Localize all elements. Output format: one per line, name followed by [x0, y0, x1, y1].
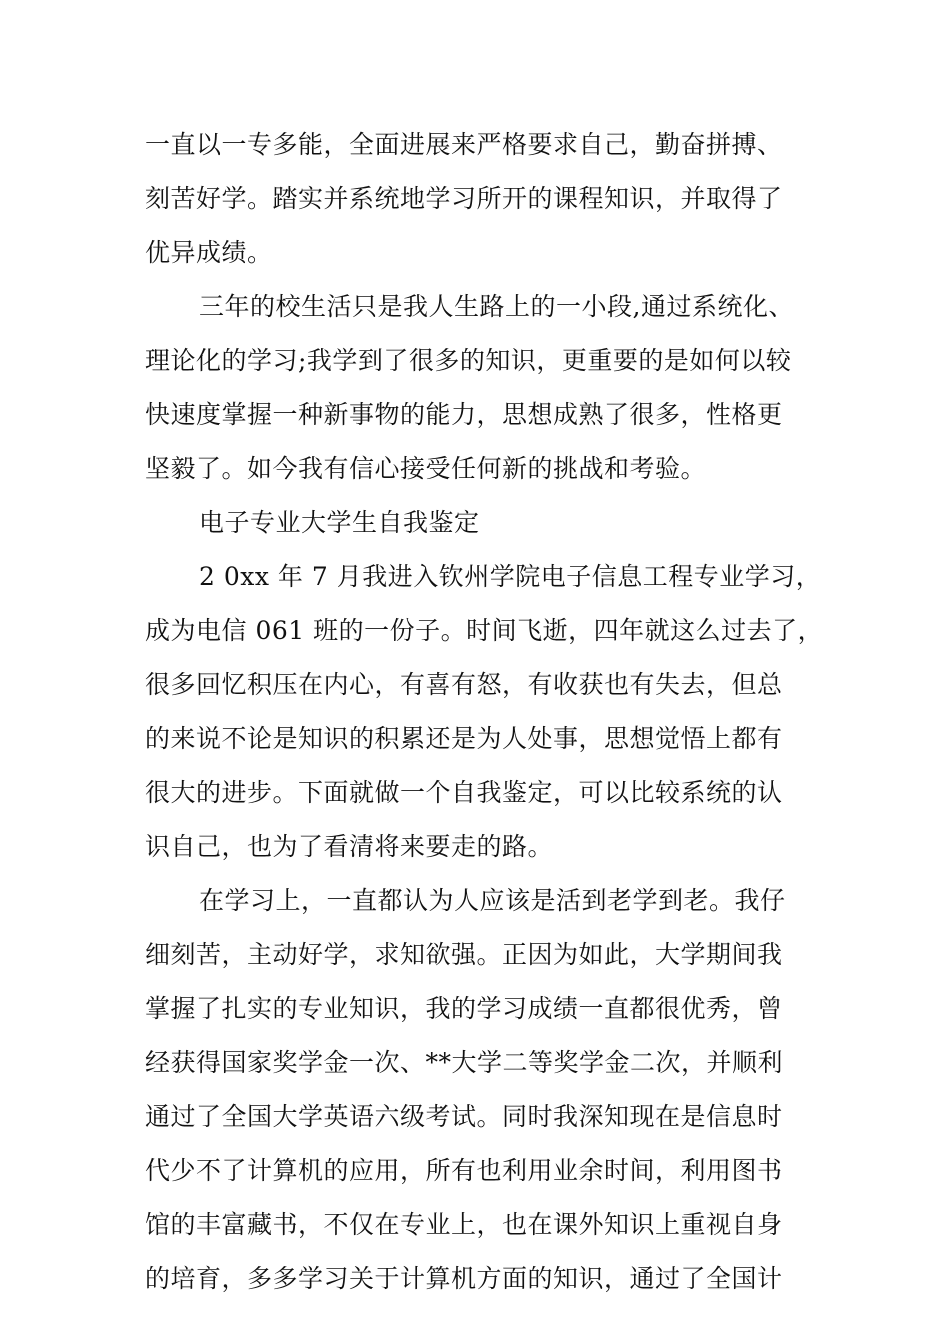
heading-text: 电子专业大学生自我鉴定	[199, 508, 480, 537]
text-line: 识自己，也为了看清将来要走的路。	[145, 832, 554, 861]
text-line: 快速度掌握一种新事物的能力，思想成熟了很多，性格更	[145, 400, 783, 429]
text-line: 经获得国家奖学金一次、**大学二等奖学金二次，并顺利	[145, 1048, 784, 1077]
text-line: 代少不了计算机的应用，所有也利用业余时间，利用图书	[145, 1156, 783, 1185]
text-line: 优异成绩。	[145, 238, 273, 267]
text-line: 刻苦好学。踏实并系统地学习所开的课程知识，并取得了	[145, 184, 783, 213]
section-heading	[145, 496, 810, 550]
text-line: 在学习上，一直都认为人应该是活到老学到老。我仔	[199, 886, 786, 915]
paragraph	[145, 874, 810, 1306]
text-line: 掌握了扎实的专业知识，我的学习成绩一直都很优秀，曾	[145, 994, 783, 1023]
paragraph	[145, 118, 810, 280]
text-line: 三年的校生活只是我人生路上的一小段,通过系统化、	[199, 292, 794, 321]
text-line: 一直以一专多能，全面进展来严格要求自己，勤奋拼搏、	[145, 130, 783, 159]
text-line: 的培育，多多学习关于计算机方面的知识，通过了全国计	[145, 1264, 783, 1293]
paragraph	[145, 280, 810, 496]
text-line: 理论化的学习;我学到了很多的知识，更重要的是如何以较	[145, 346, 792, 375]
text-line: 通过了全国大学英语六级考试。同时我深知现在是信息时	[145, 1102, 783, 1131]
text-line: 2 0xx 年 7 月我进入钦州学院电子信息工程专业学习，	[199, 562, 822, 591]
text-line: 细刻苦，主动好学，求知欲强。正因为如此，大学期间我	[145, 940, 783, 969]
text-line: 的来说不论是知识的积累还是为人处事，思想觉悟上都有	[145, 724, 783, 753]
text-line: 坚毅了。如今我有信心接受任何新的挑战和考验。	[145, 454, 707, 483]
text-line: 很大的进步。下面就做一个自我鉴定，可以比较系统的认	[145, 778, 783, 807]
paragraph	[145, 550, 824, 874]
text-line: 馆的丰富藏书，不仅在专业上，也在课外知识上重视自身	[145, 1210, 783, 1239]
text-line: 很多回忆积压在内心，有喜有怒，有收获也有失去，但总	[145, 670, 783, 699]
document-page	[145, 118, 824, 1306]
text-line: 成为电信 061 班的一份子。时间飞逝，四年就这么过去了，	[145, 616, 824, 645]
